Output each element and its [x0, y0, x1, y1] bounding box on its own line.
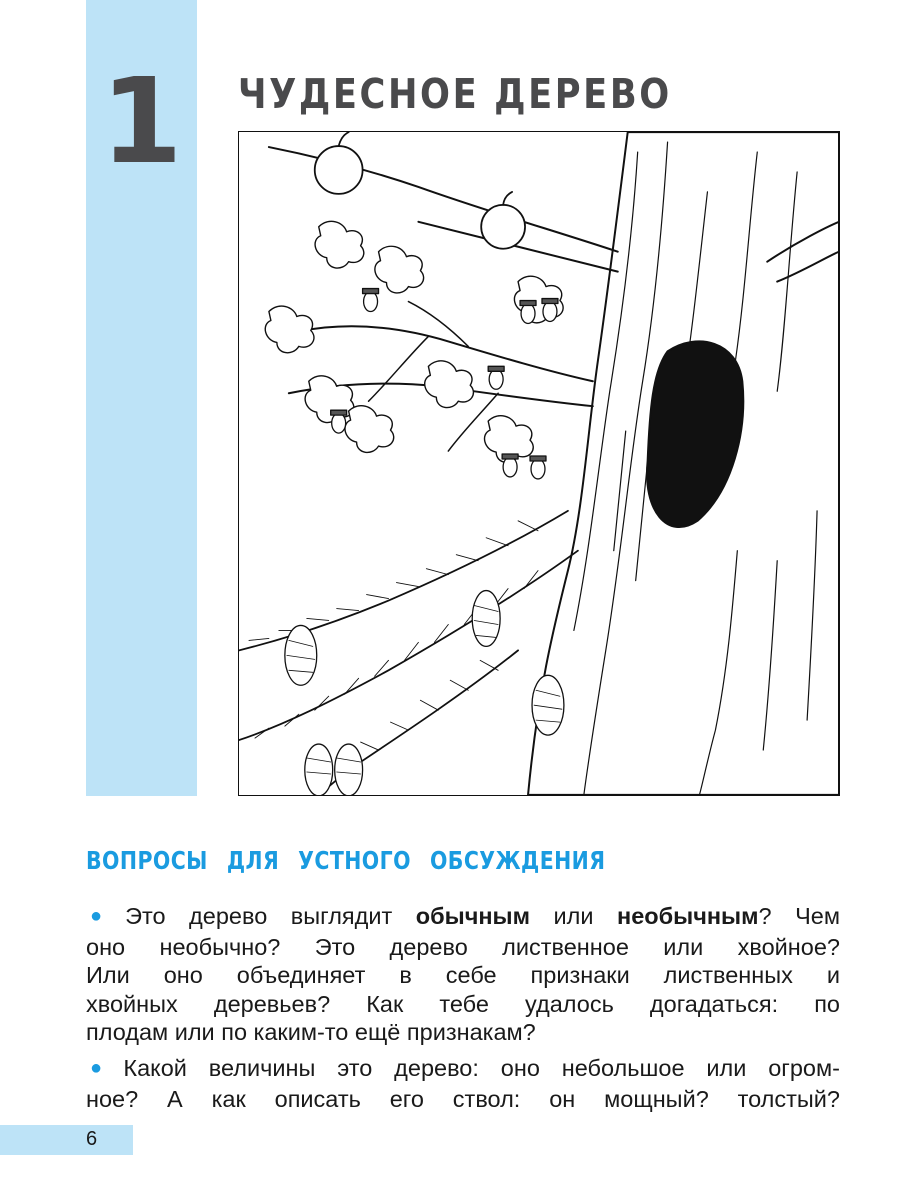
page-number-tab	[0, 1125, 133, 1155]
question-1-line-1: ● Это дерево выглядит обычным или необычным? Чем	[90, 903, 840, 929]
question-1	[86, 902, 840, 1047]
emphasis-ordinary: обычным	[415, 903, 530, 929]
bullet-icon: ●	[90, 905, 120, 927]
chapter-title: ЧУДЕСНОЕ ДЕРЕВО	[238, 70, 672, 118]
bullet-icon: ●	[90, 1057, 118, 1079]
question-1-line-5: плодам или по каким-то ещё признакам?	[86, 1019, 536, 1045]
section-heading: ВОПРОСЫ ДЛЯ УСТНОГО ОБСУЖДЕНИЯ	[86, 846, 606, 875]
question-2	[86, 1054, 840, 1113]
pine-cones	[285, 591, 564, 795]
question-1-line-4: хвойных деревьев? Как тебе удалось догадаться: по	[86, 990, 840, 1017]
question-2-line-2: ное? А как описать его ствол: он мощный? толстый?	[86, 1085, 840, 1112]
question-2-line-1: ● Какой величины это дерево: оно небольшое или огром-	[90, 1055, 840, 1081]
chapter-number: 1	[100, 52, 183, 190]
page-number: 6	[86, 1128, 98, 1150]
question-1-line-2: оно необычно? Это дерево лиственное или хвойное?	[86, 933, 840, 960]
tree-illustration	[238, 131, 840, 796]
emphasis-unusual: необычным	[617, 903, 759, 929]
question-1-line-3: Или оно объединяет в себе признаки лиственных и	[86, 962, 840, 988]
